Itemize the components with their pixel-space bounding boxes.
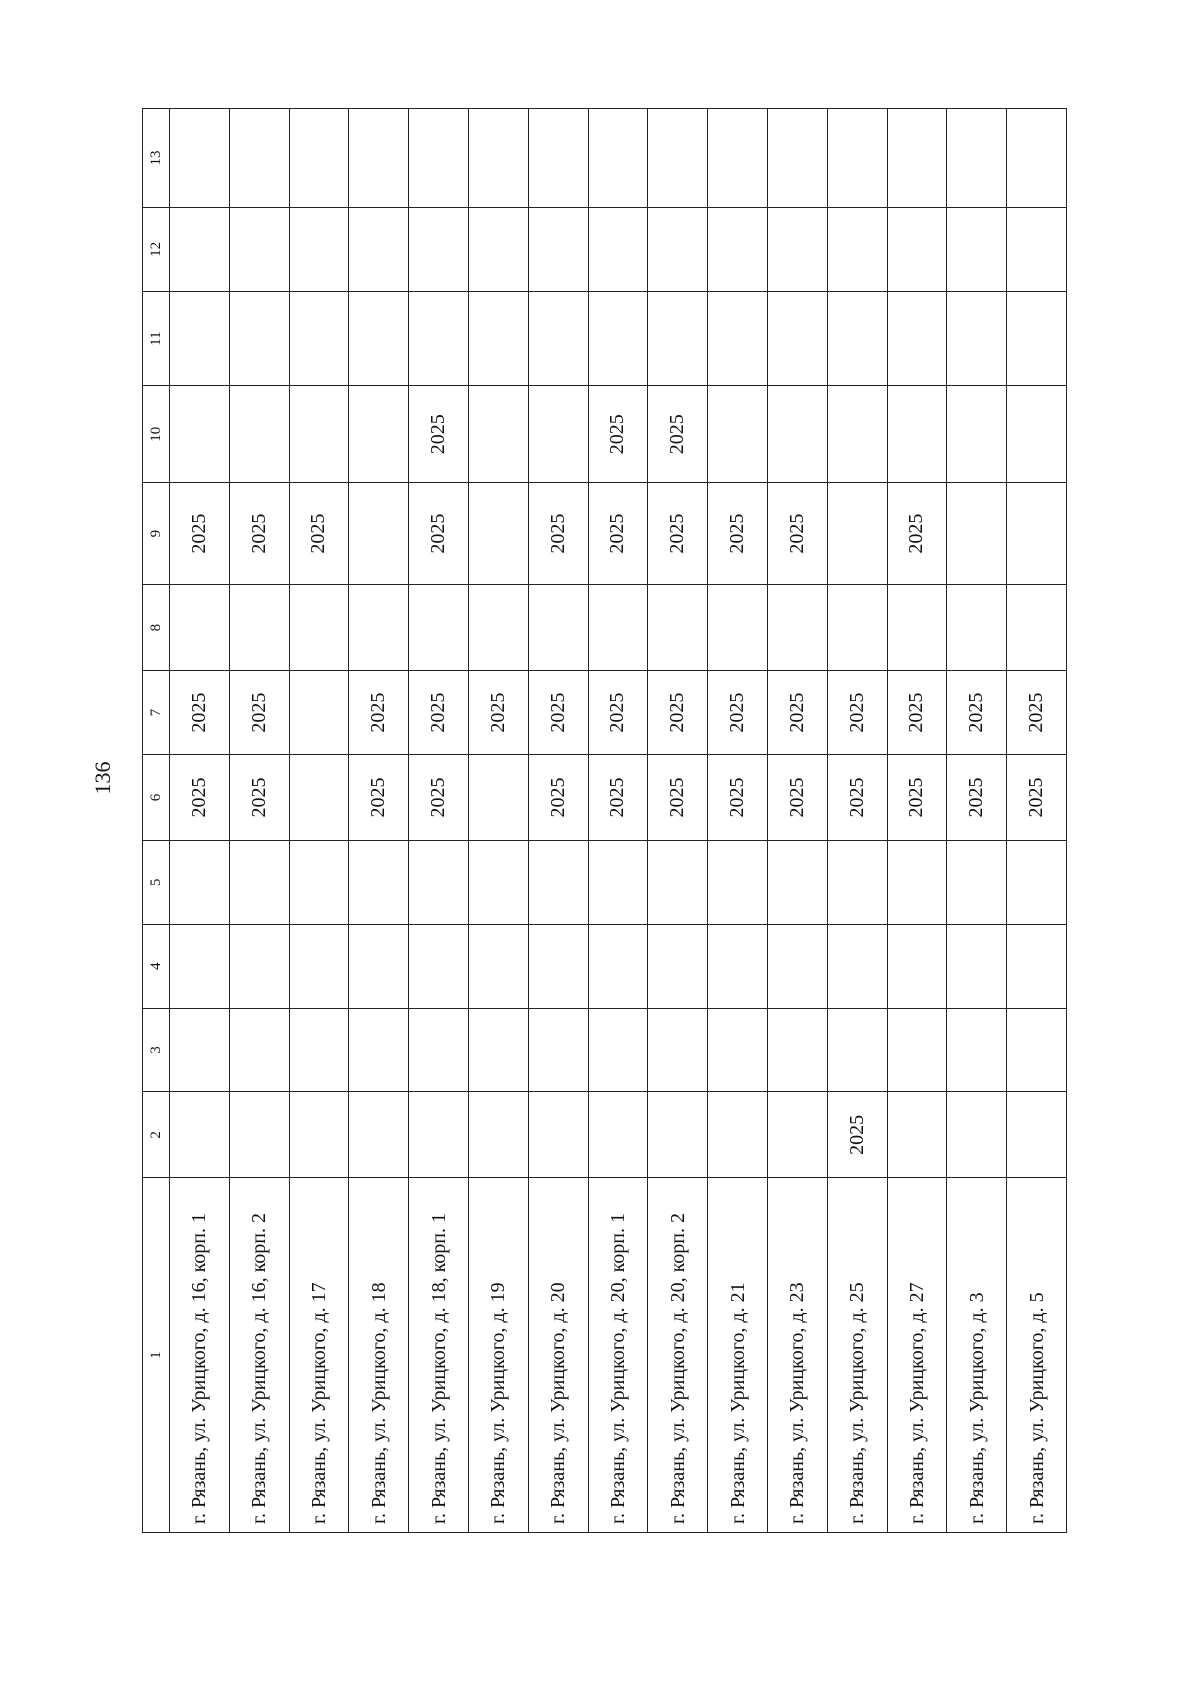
table-row: [767, 109, 827, 1533]
year-cell: [1007, 483, 1067, 585]
year-cell: 2025: [349, 754, 409, 840]
year-cell: [229, 386, 289, 483]
address-cell: г. Рязань, ул. Урицкого, д. 19: [468, 1178, 528, 1533]
year-cell: 2025: [827, 1092, 887, 1178]
year-cell: [588, 208, 648, 292]
year-cell: [289, 208, 349, 292]
column-header: 8: [143, 585, 170, 671]
year-cell: [827, 1008, 887, 1092]
year-cell: [767, 386, 827, 483]
year-cell: 2025: [648, 483, 708, 585]
year-cell: [767, 291, 827, 386]
table-row: [1007, 109, 1067, 1533]
table-row: [528, 109, 588, 1533]
column-header: 9: [143, 483, 170, 585]
year-cell: [1007, 386, 1067, 483]
year-cell: [229, 109, 289, 208]
address-cell: г. Рязань, ул. Урицкого, д. 23: [767, 1178, 827, 1533]
year-cell: [887, 1008, 947, 1092]
year-cell: [887, 208, 947, 292]
column-header: 12: [143, 208, 170, 292]
column-header: 11: [143, 291, 170, 386]
year-cell: [708, 291, 768, 386]
year-cell: [468, 291, 528, 386]
year-cell: [887, 291, 947, 386]
address-cell: г. Рязань, ул. Урицкого, д. 20: [528, 1178, 588, 1533]
year-cell: 2025: [887, 754, 947, 840]
year-cell: [409, 924, 469, 1008]
year-cell: [349, 840, 409, 924]
rotated-table-frame: [142, 108, 1067, 1533]
year-cell: [1007, 291, 1067, 386]
year-cell: 2025: [708, 671, 768, 755]
year-cell: [468, 924, 528, 1008]
year-cell: 2025: [528, 754, 588, 840]
year-cell: 2025: [827, 754, 887, 840]
column-header: 6: [143, 754, 170, 840]
year-cell: [827, 208, 887, 292]
year-cell: [648, 208, 708, 292]
year-cell: [827, 109, 887, 208]
year-cell: [468, 386, 528, 483]
year-cell: [468, 1092, 528, 1178]
year-cell: [887, 924, 947, 1008]
year-cell: [170, 109, 230, 208]
year-cell: 2025: [648, 754, 708, 840]
address-cell: г. Рязань, ул. Урицкого, д. 3: [947, 1178, 1007, 1533]
year-cell: 2025: [1007, 671, 1067, 755]
table-row: [708, 109, 768, 1533]
year-cell: [349, 1092, 409, 1178]
year-cell: [229, 1092, 289, 1178]
year-cell: [708, 208, 768, 292]
year-cell: [947, 840, 1007, 924]
year-cell: 2025: [528, 671, 588, 755]
year-cell: [170, 840, 230, 924]
year-cell: [170, 1008, 230, 1092]
column-header: 2: [143, 1092, 170, 1178]
year-cell: [170, 386, 230, 483]
table-row: [887, 109, 947, 1533]
year-cell: [468, 754, 528, 840]
column-header: 5: [143, 840, 170, 924]
year-cell: [827, 386, 887, 483]
year-cell: [468, 208, 528, 292]
year-cell: [1007, 585, 1067, 671]
year-cell: [1007, 1008, 1067, 1092]
year-cell: 2025: [170, 483, 230, 585]
year-cell: 2025: [708, 754, 768, 840]
year-cell: [827, 585, 887, 671]
year-cell: [528, 208, 588, 292]
year-cell: [289, 386, 349, 483]
year-cell: [1007, 924, 1067, 1008]
year-cell: 2025: [409, 483, 469, 585]
year-cell: [409, 109, 469, 208]
page-number: 136: [90, 761, 115, 795]
year-cell: 2025: [767, 754, 827, 840]
year-cell: [887, 1092, 947, 1178]
table-body: [170, 109, 1067, 1533]
year-cell: 2025: [1007, 754, 1067, 840]
year-cell: [588, 109, 648, 208]
year-cell: [887, 386, 947, 483]
year-cell: [767, 840, 827, 924]
year-cell: [409, 1008, 469, 1092]
header-row: [143, 109, 170, 1533]
column-header: 4: [143, 924, 170, 1008]
year-cell: [528, 840, 588, 924]
year-cell: [289, 1008, 349, 1092]
year-cell: [708, 109, 768, 208]
year-cell: [289, 109, 349, 208]
year-cell: [170, 924, 230, 1008]
year-cell: [289, 291, 349, 386]
year-cell: [349, 924, 409, 1008]
year-cell: [767, 1008, 827, 1092]
address-cell: г. Рязань, ул. Урицкого, д. 20, корп. 2: [648, 1178, 708, 1533]
year-cell: [648, 924, 708, 1008]
address-cell: г. Рязань, ул. Урицкого, д. 20, корп. 1: [588, 1178, 648, 1533]
year-cell: [528, 109, 588, 208]
year-cell: 2025: [767, 483, 827, 585]
year-cell: [708, 585, 768, 671]
year-cell: [349, 109, 409, 208]
schedule-table: [142, 108, 1067, 1533]
year-cell: [827, 291, 887, 386]
year-cell: 2025: [229, 754, 289, 840]
year-cell: [767, 208, 827, 292]
year-cell: [947, 1008, 1007, 1092]
year-cell: [648, 291, 708, 386]
year-cell: [708, 1008, 768, 1092]
year-cell: [708, 924, 768, 1008]
column-header: 13: [143, 109, 170, 208]
year-cell: 2025: [648, 671, 708, 755]
year-cell: 2025: [349, 671, 409, 755]
year-cell: [708, 1092, 768, 1178]
year-cell: 2025: [289, 483, 349, 585]
year-cell: [708, 386, 768, 483]
year-cell: 2025: [708, 483, 768, 585]
year-cell: [648, 109, 708, 208]
year-cell: 2025: [947, 671, 1007, 755]
year-cell: 2025: [409, 671, 469, 755]
column-header: 10: [143, 386, 170, 483]
year-cell: [947, 1092, 1007, 1178]
year-cell: [349, 386, 409, 483]
year-cell: 2025: [229, 671, 289, 755]
year-cell: [468, 585, 528, 671]
year-cell: [648, 1092, 708, 1178]
address-cell: г. Рязань, ул. Урицкого, д. 18: [349, 1178, 409, 1533]
address-cell: г. Рязань, ул. Урицкого, д. 5: [1007, 1178, 1067, 1533]
year-cell: [289, 754, 349, 840]
year-cell: [468, 483, 528, 585]
address-cell: г. Рязань, ул. Урицкого, д. 16, корп. 1: [170, 1178, 230, 1533]
year-cell: [229, 1008, 289, 1092]
table-row: [349, 109, 409, 1533]
year-cell: [947, 109, 1007, 208]
year-cell: [229, 208, 289, 292]
year-cell: 2025: [468, 671, 528, 755]
year-cell: [349, 585, 409, 671]
year-cell: 2025: [528, 483, 588, 585]
year-cell: [289, 924, 349, 1008]
table-row: [170, 109, 230, 1533]
year-cell: [947, 924, 1007, 1008]
year-cell: [767, 924, 827, 1008]
column-header: 7: [143, 671, 170, 755]
year-cell: [289, 671, 349, 755]
year-cell: [588, 1092, 648, 1178]
year-cell: [947, 291, 1007, 386]
year-cell: [767, 109, 827, 208]
year-cell: [468, 109, 528, 208]
year-cell: [409, 208, 469, 292]
year-cell: [947, 386, 1007, 483]
year-cell: [947, 483, 1007, 585]
year-cell: 2025: [588, 386, 648, 483]
year-cell: [887, 840, 947, 924]
year-cell: [827, 483, 887, 585]
address-cell: г. Рязань, ул. Урицкого, д. 18, корп. 1: [409, 1178, 469, 1533]
year-cell: [528, 585, 588, 671]
year-cell: [170, 208, 230, 292]
year-cell: [887, 585, 947, 671]
address-cell: г. Рязань, ул. Урицкого, д. 27: [887, 1178, 947, 1533]
table-row: [947, 109, 1007, 1533]
year-cell: [767, 585, 827, 671]
year-cell: [528, 291, 588, 386]
year-cell: [588, 840, 648, 924]
year-cell: 2025: [887, 671, 947, 755]
year-cell: 2025: [229, 483, 289, 585]
year-cell: [528, 924, 588, 1008]
column-header: 3: [143, 1008, 170, 1092]
year-cell: [409, 291, 469, 386]
year-cell: [1007, 109, 1067, 208]
year-cell: [947, 208, 1007, 292]
year-cell: [468, 840, 528, 924]
year-cell: [349, 208, 409, 292]
year-cell: [528, 1092, 588, 1178]
year-cell: [349, 1008, 409, 1092]
year-cell: [947, 585, 1007, 671]
table-row: [289, 109, 349, 1533]
year-cell: 2025: [947, 754, 1007, 840]
year-cell: 2025: [588, 754, 648, 840]
year-cell: 2025: [170, 671, 230, 755]
table-row: [827, 109, 887, 1533]
year-cell: [409, 1092, 469, 1178]
table-row: [229, 109, 289, 1533]
year-cell: 2025: [767, 671, 827, 755]
year-cell: [468, 1008, 528, 1092]
address-cell: г. Рязань, ул. Урицкого, д. 21: [708, 1178, 768, 1533]
year-cell: [887, 109, 947, 208]
year-cell: 2025: [648, 386, 708, 483]
year-cell: [170, 585, 230, 671]
year-cell: [827, 840, 887, 924]
year-cell: [229, 924, 289, 1008]
year-cell: [827, 924, 887, 1008]
table-row: [588, 109, 648, 1533]
address-cell: г. Рязань, ул. Урицкого, д. 17: [289, 1178, 349, 1533]
year-cell: [349, 291, 409, 386]
year-cell: [229, 585, 289, 671]
year-cell: 2025: [887, 483, 947, 585]
year-cell: [648, 1008, 708, 1092]
year-cell: [1007, 208, 1067, 292]
year-cell: 2025: [409, 754, 469, 840]
year-cell: 2025: [588, 671, 648, 755]
column-header: 1: [143, 1178, 170, 1533]
year-cell: [409, 840, 469, 924]
table-row: [409, 109, 469, 1533]
table-container: [142, 108, 1067, 1533]
year-cell: [229, 840, 289, 924]
year-cell: [289, 1092, 349, 1178]
year-cell: [588, 291, 648, 386]
year-cell: [648, 840, 708, 924]
year-cell: [409, 585, 469, 671]
year-cell: [1007, 840, 1067, 924]
year-cell: 2025: [827, 671, 887, 755]
table-row: [468, 109, 528, 1533]
year-cell: [588, 924, 648, 1008]
address-cell: г. Рязань, ул. Урицкого, д. 25: [827, 1178, 887, 1533]
year-cell: [708, 840, 768, 924]
year-cell: [170, 291, 230, 386]
year-cell: [528, 1008, 588, 1092]
year-cell: [170, 1092, 230, 1178]
year-cell: 2025: [588, 483, 648, 585]
address-cell: г. Рязань, ул. Урицкого, д. 16, корп. 2: [229, 1178, 289, 1533]
year-cell: [349, 483, 409, 585]
year-cell: [648, 585, 708, 671]
year-cell: [289, 840, 349, 924]
year-cell: [229, 291, 289, 386]
year-cell: [588, 1008, 648, 1092]
table-row: [648, 109, 708, 1533]
year-cell: [528, 386, 588, 483]
year-cell: [1007, 1092, 1067, 1178]
year-cell: 2025: [409, 386, 469, 483]
year-cell: [588, 585, 648, 671]
year-cell: [289, 585, 349, 671]
year-cell: 2025: [170, 754, 230, 840]
year-cell: [767, 1092, 827, 1178]
